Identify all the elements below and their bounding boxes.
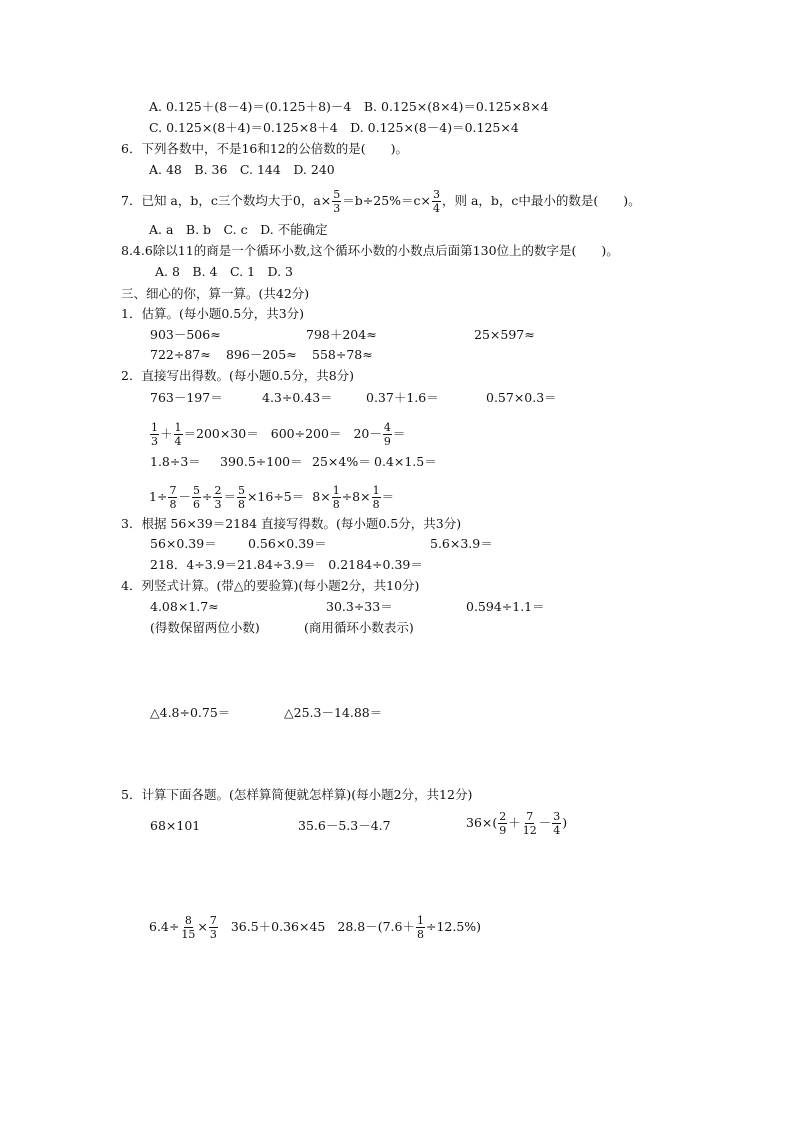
- direct-row-4: [149, 485, 394, 510]
- frac-den: 3: [209, 928, 217, 941]
- expr-text: ÷8×: [341, 489, 371, 504]
- direct-4: 0.57×0.3＝: [486, 390, 557, 405]
- derive-2: 0.56×0.39＝: [248, 536, 327, 551]
- expr-text: ): [562, 815, 568, 830]
- frac-den: 15: [181, 928, 196, 941]
- frac-den: 3: [151, 435, 158, 448]
- frac-num: 2: [499, 810, 507, 823]
- note-round-two-decimals: (得数保留两位小数): [150, 620, 260, 635]
- expr-text: ＝: [381, 489, 395, 504]
- q6-stem: 6．下列各数中，不是16和12的公倍数的是( )。: [121, 141, 409, 156]
- q7-stem: [121, 189, 641, 214]
- q7-fraction-2: [432, 189, 441, 214]
- estimate-5: 896－205≈: [226, 347, 297, 362]
- expr-text: ＝: [223, 489, 236, 504]
- frac: [192, 485, 201, 510]
- direct-9: 1.8÷3＝: [150, 454, 201, 469]
- vertical-3: 0.594÷1.1＝: [466, 599, 545, 614]
- part-5-title: 5．计算下面各题。(怎样算简便就怎样算)(每小题2分，共12分): [121, 787, 473, 802]
- frac: [174, 422, 183, 447]
- frac-den: 8: [416, 928, 424, 941]
- derive-1: 56×0.39＝: [150, 536, 217, 551]
- expr-text: 8×: [312, 489, 331, 504]
- frac: [552, 811, 561, 836]
- equals-sign: ＝: [392, 426, 406, 441]
- expr-text: 36×(: [466, 815, 498, 830]
- frac-num: 4: [383, 421, 391, 434]
- frac-num: 1: [174, 421, 182, 434]
- frac-den: 8: [372, 498, 380, 511]
- direct-10: 390.5÷100＝: [220, 454, 303, 469]
- derive-3: 5.6×3.9＝: [430, 536, 493, 551]
- frac-num: 7: [526, 810, 534, 823]
- q7-frac2-den: 4: [433, 202, 440, 215]
- q8-options: A. 8 B. 4 C. 1 D. 3: [155, 264, 294, 279]
- direct-11: 25×4%＝: [312, 454, 371, 469]
- frac: [383, 422, 392, 447]
- frac: [168, 485, 177, 510]
- calc-row-2: [149, 915, 481, 940]
- part-2-title: 2．直接写出得数。(每小题0.5分，共8分): [121, 368, 355, 383]
- frac-num: 2: [214, 484, 222, 497]
- part-3-title: 3．根据 56×39＝2184 直接写得数。(每小题0.5分，共3分): [121, 516, 462, 531]
- expr-text: ＝200×30＝: [183, 426, 259, 441]
- frac-den: 8: [237, 498, 245, 511]
- estimate-3: 25×597≈: [474, 327, 535, 342]
- frac: [332, 485, 341, 510]
- calc-5: 36.5＋0.36×45: [230, 919, 326, 934]
- frac-den: 9: [499, 824, 507, 837]
- frac-den: 12: [522, 824, 537, 837]
- expr-text: 20－: [353, 426, 382, 441]
- q6-options: A. 48 B. 36 C. 144 D. 240: [149, 162, 335, 177]
- q8-stem: 8.4.6除以11的商是一个循环小数,这个循环小数的小数点后面第130位上的数字是( )。: [121, 243, 619, 258]
- estimate-4: 722÷87≈: [150, 347, 211, 362]
- frac-den: 8: [332, 498, 340, 511]
- vertical-2: 30.3÷33＝: [326, 599, 393, 614]
- frac-num: 7: [169, 484, 177, 497]
- direct-12: 0.4×1.5＝: [374, 454, 437, 469]
- vertical-1: 4.08×1.7≈: [150, 599, 219, 614]
- expr-text: ÷: [201, 489, 213, 504]
- expr-text: ＋: [508, 815, 521, 830]
- frac-den: 4: [174, 435, 182, 448]
- frac: [498, 811, 507, 836]
- q7-frac1-num: 5: [333, 188, 341, 201]
- estimate-6: 558÷78≈: [312, 347, 373, 362]
- frac-num: 1: [151, 421, 158, 434]
- frac-den: 8: [169, 498, 177, 511]
- frac: [209, 915, 218, 940]
- section-3-title: 三、细心的你，算一算。(共42分): [121, 286, 310, 301]
- estimate-1: 903－506≈: [150, 327, 221, 342]
- part-1-title: 1．估算。(每小题0.5分，共3分): [121, 306, 305, 321]
- expr-text: －: [178, 489, 191, 504]
- expr-text: ÷12.5%): [425, 919, 482, 934]
- expr-text: －: [538, 815, 552, 830]
- q7-fraction-1: [332, 189, 341, 214]
- frac-den: 9: [383, 435, 391, 448]
- calc-2: 35.6－5.3－4.7: [298, 818, 391, 833]
- vertical-5: △25.3－14.88＝: [284, 705, 383, 720]
- q5-option-line-1: A. 0.125＋(8－4)＝(0.125＋8)－4 B. 0.125×(8×4)＝0.125×8×4: [149, 99, 549, 114]
- q7-mid: ＝b÷25%＝c×: [342, 193, 431, 208]
- frac-den: 6: [192, 498, 200, 511]
- frac: [180, 915, 196, 940]
- frac-num: 1: [332, 484, 340, 497]
- plus-sign: ＋: [160, 426, 173, 441]
- expr-text: 28.8－(7.6＋: [337, 919, 415, 934]
- q7-options: A. a B. b C. c D. 不能确定: [149, 222, 328, 237]
- frac-num: 5: [237, 484, 245, 497]
- q7-suffix: ，则 a，b，c中最小的数是( )。: [442, 193, 641, 208]
- direct-row-2: [149, 422, 405, 447]
- direct-2: 4.3÷0.43＝: [262, 390, 333, 405]
- expr-text: ×16÷5＝: [246, 489, 305, 504]
- frac-num: 1: [372, 484, 380, 497]
- frac: [150, 422, 159, 447]
- expr-text: 600÷200＝: [270, 426, 342, 441]
- direct-3: 0.37＋1.6＝: [366, 390, 439, 405]
- frac: [372, 485, 381, 510]
- frac-num: 3: [553, 810, 561, 823]
- frac: [237, 485, 246, 510]
- frac-den: 3: [214, 498, 222, 511]
- expr-text: 1÷: [149, 489, 168, 504]
- q7-frac2-num: 3: [433, 188, 440, 201]
- frac-den: 4: [553, 824, 561, 837]
- frac-num: 5: [192, 484, 200, 497]
- direct-1: 763－197＝: [150, 390, 223, 405]
- calc-3: [466, 811, 567, 836]
- q7-prefix: 7．已知 a，b，c三个数均大于0，a×: [121, 193, 332, 208]
- frac-num: 7: [209, 914, 217, 927]
- part-4-title: 4．列竖式计算。(带△的要验算)(每小题2分，共10分): [121, 578, 420, 593]
- expr-text: ×: [197, 919, 208, 934]
- frac-num: 8: [184, 914, 192, 927]
- frac: [213, 485, 222, 510]
- frac: [416, 915, 425, 940]
- estimate-2: 798＋204≈: [306, 327, 377, 342]
- calc-1: 68×101: [150, 818, 201, 833]
- note-repeating-decimal: (商用循环小数表示): [304, 620, 414, 635]
- q5-option-line-2: C. 0.125×(8＋4)＝0.125×8＋4 D. 0.125×(8－4)＝0.125×4: [149, 120, 519, 135]
- derive-row-2: 218．4÷3.9＝21.84÷3.9＝ 0.2184÷0.39＝: [150, 557, 423, 572]
- expr-text: 6.4÷: [149, 919, 180, 934]
- q7-frac1-den: 3: [333, 202, 341, 215]
- vertical-4: △4.8÷0.75＝: [150, 705, 231, 720]
- frac-num: 1: [416, 914, 424, 927]
- frac: [522, 811, 538, 836]
